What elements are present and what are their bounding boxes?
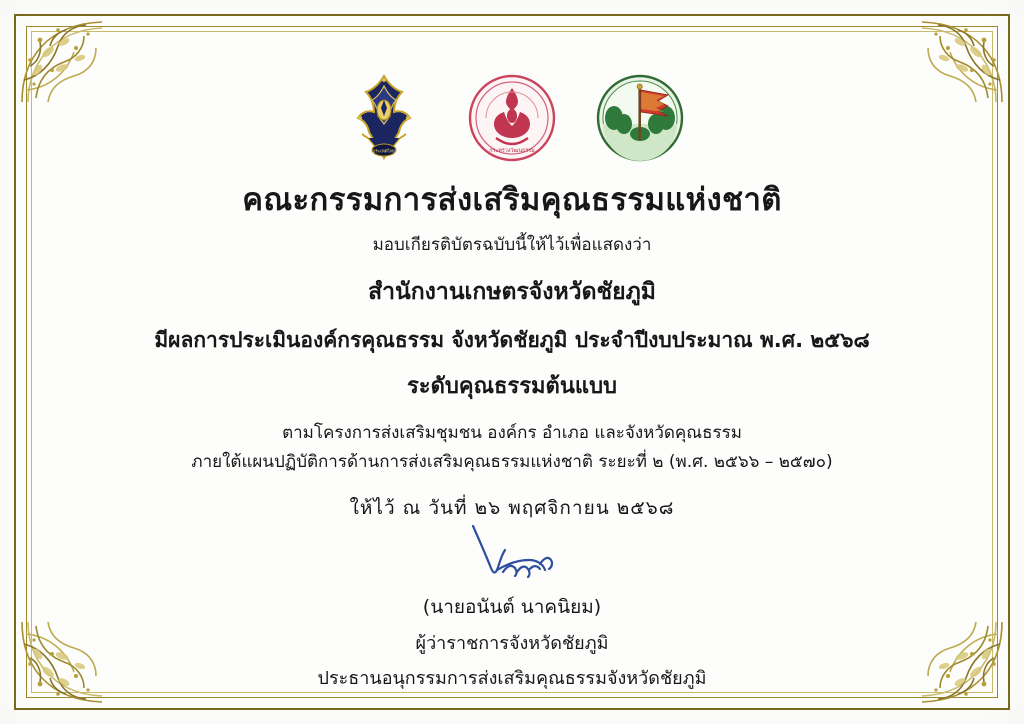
page-title: คณะกรรมการส่งเสริมคุณธรรมแห่งชาติ	[242, 182, 782, 218]
signer-name: (นายอนันต์ นาคนิยม)	[422, 596, 602, 618]
assessment-result-line: มีผลการประเมินองค์กรคุณธรรม จังหวัดชัยภูมิ ประจำปีงบประมาณ พ.ศ. ๒๕๖๘	[154, 327, 870, 352]
moral-level-label: ระดับคุณธรรมต้นแบบ	[406, 374, 617, 400]
svg-text:ประเทศไทย: ประเทศไทย	[372, 149, 396, 155]
chaiyaphum-province-seal-icon	[594, 72, 686, 168]
issue-date: ให้ไว้ ณ วันที่ ๒๖ พฤศจิกายน ๒๕๖๘	[349, 496, 675, 519]
signer-role-governor: ผู้ว่าราชการจังหวัดชัยภูมิ	[415, 633, 609, 654]
recipient-organization: สำนักงานเกษตรจังหวัดชัยภูมิ	[368, 278, 656, 305]
signature-scribble-icon	[0, 520, 1024, 590]
project-reference-line-1: ตามโครงการส่งเสริมชุมชน องค์กร อำเภอ และจังหวัดคุณธรรม	[282, 422, 742, 443]
emblem-row	[0, 72, 1024, 168]
project-reference-line-2: ภายใต้แผนปฏิบัติการด้านการส่งเสริมคุณธรรมแห่งชาติ ระยะที่ ๒ (พ.ศ. ๒๕๖๖ – ๒๕๗๐)	[191, 451, 833, 472]
signer-role-committee-chair: ประธานอนุกรรมการส่งเสริมคุณธรรมจังหวัดชัยภูมิ	[317, 668, 707, 689]
signature-block	[0, 520, 1024, 692]
svg-text:กระทรวงวัฒนธรรม: กระทรวงวัฒนธรรม	[489, 148, 535, 154]
ministry-of-culture-seal-icon	[466, 72, 558, 168]
certificate-subtitle: มอบเกียรติบัตรฉบับนี้ให้ไว้เพื่อแสดงว่า	[372, 234, 652, 255]
royal-thai-emblem-khrut-phan-icon	[338, 72, 430, 168]
certificate-body	[60, 180, 964, 521]
